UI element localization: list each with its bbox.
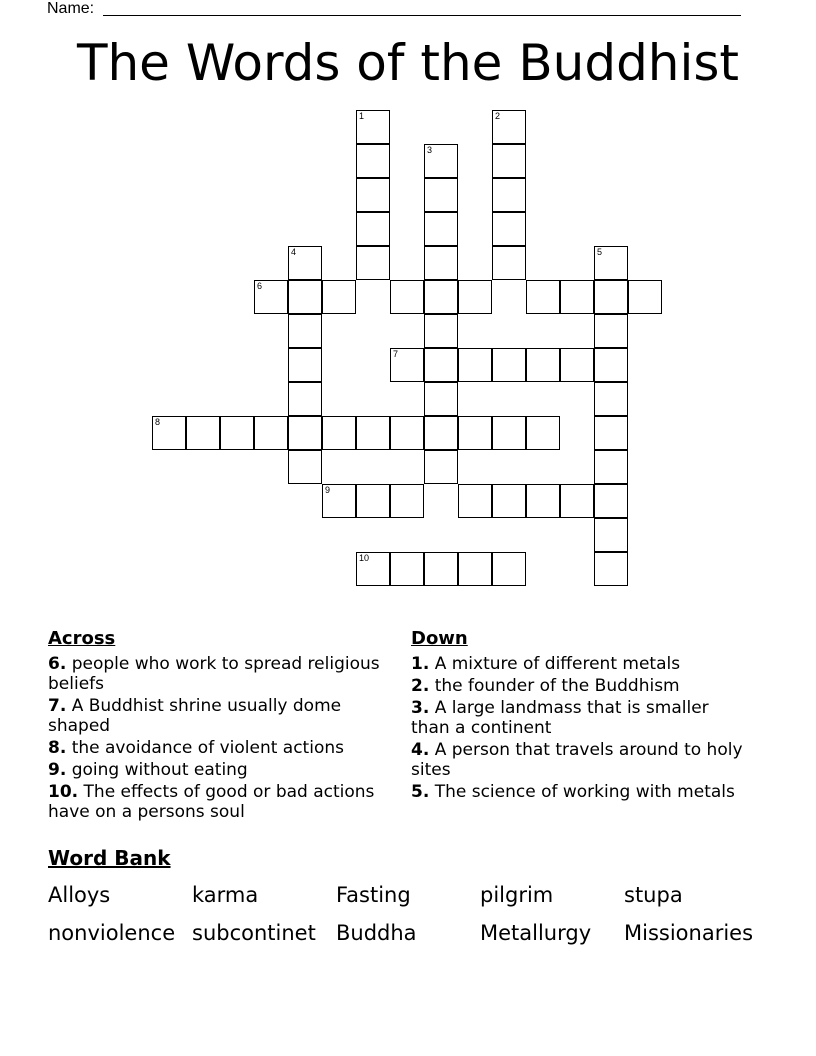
grid-cell[interactable] bbox=[458, 280, 492, 314]
grid-cell[interactable] bbox=[322, 280, 356, 314]
grid-cell[interactable] bbox=[526, 416, 560, 450]
grid-cell[interactable] bbox=[492, 212, 526, 246]
grid-cell[interactable] bbox=[288, 382, 322, 416]
clue-text: A large landmass that is smaller than a continent bbox=[411, 698, 709, 738]
clue-number: 10 bbox=[359, 553, 370, 563]
clue-num: 1. bbox=[411, 654, 430, 674]
down-heading: Down bbox=[411, 628, 468, 649]
grid-cell[interactable] bbox=[526, 348, 560, 382]
grid-cell[interactable] bbox=[424, 348, 458, 382]
clue-number: 2 bbox=[495, 111, 501, 121]
grid-cell[interactable] bbox=[356, 178, 390, 212]
clue-num: 4. bbox=[411, 740, 430, 760]
grid-cell[interactable] bbox=[492, 552, 526, 586]
page-title: The Words of the Buddhist bbox=[76, 34, 740, 92]
grid-cell[interactable] bbox=[594, 382, 628, 416]
grid-cell[interactable] bbox=[322, 484, 356, 518]
word-bank-item: pilgrim bbox=[480, 883, 554, 907]
grid-cell[interactable] bbox=[560, 484, 594, 518]
grid-cell[interactable] bbox=[424, 212, 458, 246]
clue-num: 8. bbox=[48, 738, 67, 758]
clue-item bbox=[411, 782, 751, 802]
grid-cell[interactable] bbox=[458, 484, 492, 518]
clue-number: 8 bbox=[155, 417, 161, 427]
grid-cell[interactable] bbox=[492, 484, 526, 518]
grid-cell[interactable] bbox=[492, 110, 526, 144]
grid-cell[interactable] bbox=[288, 416, 322, 450]
clue-item bbox=[48, 654, 398, 694]
grid-cell[interactable] bbox=[560, 280, 594, 314]
clue-num: 2. bbox=[411, 676, 430, 696]
grid-cell[interactable] bbox=[322, 416, 356, 450]
grid-cell[interactable] bbox=[424, 178, 458, 212]
grid-cell[interactable] bbox=[594, 348, 628, 382]
grid-cell[interactable] bbox=[288, 280, 322, 314]
grid-cell[interactable] bbox=[186, 416, 220, 450]
clue-text: A person that travels around to holy sites bbox=[411, 740, 743, 780]
clue-num: 6. bbox=[48, 654, 67, 674]
grid-cell[interactable] bbox=[594, 246, 628, 280]
grid-cell[interactable] bbox=[594, 450, 628, 484]
grid-cell[interactable] bbox=[152, 416, 186, 450]
across-clue-list bbox=[48, 654, 398, 822]
grid-cell[interactable] bbox=[220, 416, 254, 450]
word-bank-item: Missionaries bbox=[624, 921, 754, 945]
word-bank-item: karma bbox=[192, 883, 259, 907]
clue-text: The effects of good or bad actions have on a persons soul bbox=[48, 782, 375, 822]
clue-number: 5 bbox=[597, 247, 603, 257]
grid-cell[interactable] bbox=[492, 178, 526, 212]
clue-text: A Buddhist shrine usually dome shaped bbox=[48, 696, 342, 736]
grid-cell[interactable] bbox=[288, 314, 322, 348]
down-clues bbox=[411, 628, 751, 804]
grid-cell[interactable] bbox=[288, 450, 322, 484]
grid-cell[interactable] bbox=[560, 348, 594, 382]
word-bank bbox=[48, 882, 788, 946]
clue-number: 6 bbox=[257, 281, 263, 291]
grid-cell[interactable] bbox=[356, 484, 390, 518]
grid-cell[interactable] bbox=[288, 246, 322, 280]
grid-cell[interactable] bbox=[424, 280, 458, 314]
grid-cell[interactable] bbox=[390, 484, 424, 518]
clue-text: The science of working with metals bbox=[429, 782, 735, 802]
clue-number: 7 bbox=[393, 349, 399, 359]
grid-cell[interactable] bbox=[356, 416, 390, 450]
word-bank-item: Alloys bbox=[48, 883, 111, 907]
grid-cell[interactable] bbox=[288, 348, 322, 382]
grid-cell[interactable] bbox=[356, 144, 390, 178]
clue-text: the avoidance of violent actions bbox=[66, 738, 344, 758]
clue-text: people who work to spread religious beliefs bbox=[48, 654, 380, 694]
clue-item bbox=[411, 698, 751, 738]
grid-cell[interactable] bbox=[526, 484, 560, 518]
down-clue-list bbox=[411, 654, 751, 802]
across-heading: Across bbox=[48, 628, 116, 649]
word-bank-item: Fasting bbox=[336, 883, 411, 907]
word-bank-item: nonviolence bbox=[48, 921, 176, 945]
clue-number: 4 bbox=[291, 247, 297, 257]
grid-cell[interactable] bbox=[492, 246, 526, 280]
clue-text: going without eating bbox=[66, 760, 248, 780]
grid-cell[interactable] bbox=[424, 416, 458, 450]
grid-cell[interactable] bbox=[390, 416, 424, 450]
clue-num: 10. bbox=[48, 782, 79, 802]
grid-cell[interactable] bbox=[492, 348, 526, 382]
grid-cell[interactable] bbox=[594, 416, 628, 450]
word-bank-heading: Word Bank bbox=[48, 846, 171, 870]
clue-number: 1 bbox=[359, 111, 365, 121]
grid-cell[interactable] bbox=[390, 348, 424, 382]
grid-cell[interactable] bbox=[424, 314, 458, 348]
grid-cell[interactable] bbox=[356, 212, 390, 246]
grid-cell[interactable] bbox=[492, 416, 526, 450]
word-bank-item: subcontinet bbox=[192, 921, 316, 945]
clue-num: 9. bbox=[48, 760, 67, 780]
grid-cell[interactable] bbox=[356, 246, 390, 280]
clue-num: 3. bbox=[411, 698, 430, 718]
name-label: Name: bbox=[47, 0, 95, 17]
grid-cell[interactable] bbox=[356, 110, 390, 144]
clue-num: 7. bbox=[48, 696, 67, 716]
clue-text: A mixture of different metals bbox=[429, 654, 681, 674]
across-clues bbox=[48, 628, 398, 824]
grid-cell[interactable] bbox=[254, 280, 288, 314]
grid-cell[interactable] bbox=[526, 280, 560, 314]
grid-cell[interactable] bbox=[458, 416, 492, 450]
word-bank-item: Buddha bbox=[336, 921, 417, 945]
grid-cell[interactable] bbox=[254, 416, 288, 450]
clue-item bbox=[411, 654, 751, 674]
clue-item bbox=[48, 738, 398, 758]
grid-cell[interactable] bbox=[594, 518, 628, 552]
grid-cell[interactable] bbox=[628, 280, 662, 314]
clue-number: 3 bbox=[427, 145, 433, 155]
grid-cell[interactable] bbox=[594, 314, 628, 348]
clue-item bbox=[411, 676, 751, 696]
grid-cell[interactable] bbox=[390, 552, 424, 586]
grid-cell[interactable] bbox=[424, 246, 458, 280]
grid-cell[interactable] bbox=[424, 382, 458, 416]
clue-num: 5. bbox=[411, 782, 430, 802]
grid-cell[interactable] bbox=[424, 552, 458, 586]
grid-cell[interactable] bbox=[458, 348, 492, 382]
clue-number: 9 bbox=[325, 485, 331, 495]
word-bank-item: stupa bbox=[624, 883, 683, 907]
grid-cell[interactable] bbox=[594, 484, 628, 518]
grid-cell[interactable] bbox=[458, 552, 492, 586]
grid-cell[interactable] bbox=[492, 144, 526, 178]
grid-cell[interactable] bbox=[356, 552, 390, 586]
grid-cell[interactable] bbox=[424, 450, 458, 484]
clue-item bbox=[48, 696, 398, 736]
word-bank-item: Metallurgy bbox=[480, 921, 592, 945]
clue-item bbox=[48, 782, 398, 822]
clue-item bbox=[411, 740, 751, 780]
grid-cell[interactable] bbox=[594, 552, 628, 586]
grid-cell[interactable] bbox=[390, 280, 424, 314]
clue-text: the founder of the Buddhism bbox=[429, 676, 680, 696]
clue-item bbox=[48, 760, 398, 780]
grid-cell[interactable] bbox=[594, 280, 628, 314]
grid-cell[interactable] bbox=[424, 144, 458, 178]
